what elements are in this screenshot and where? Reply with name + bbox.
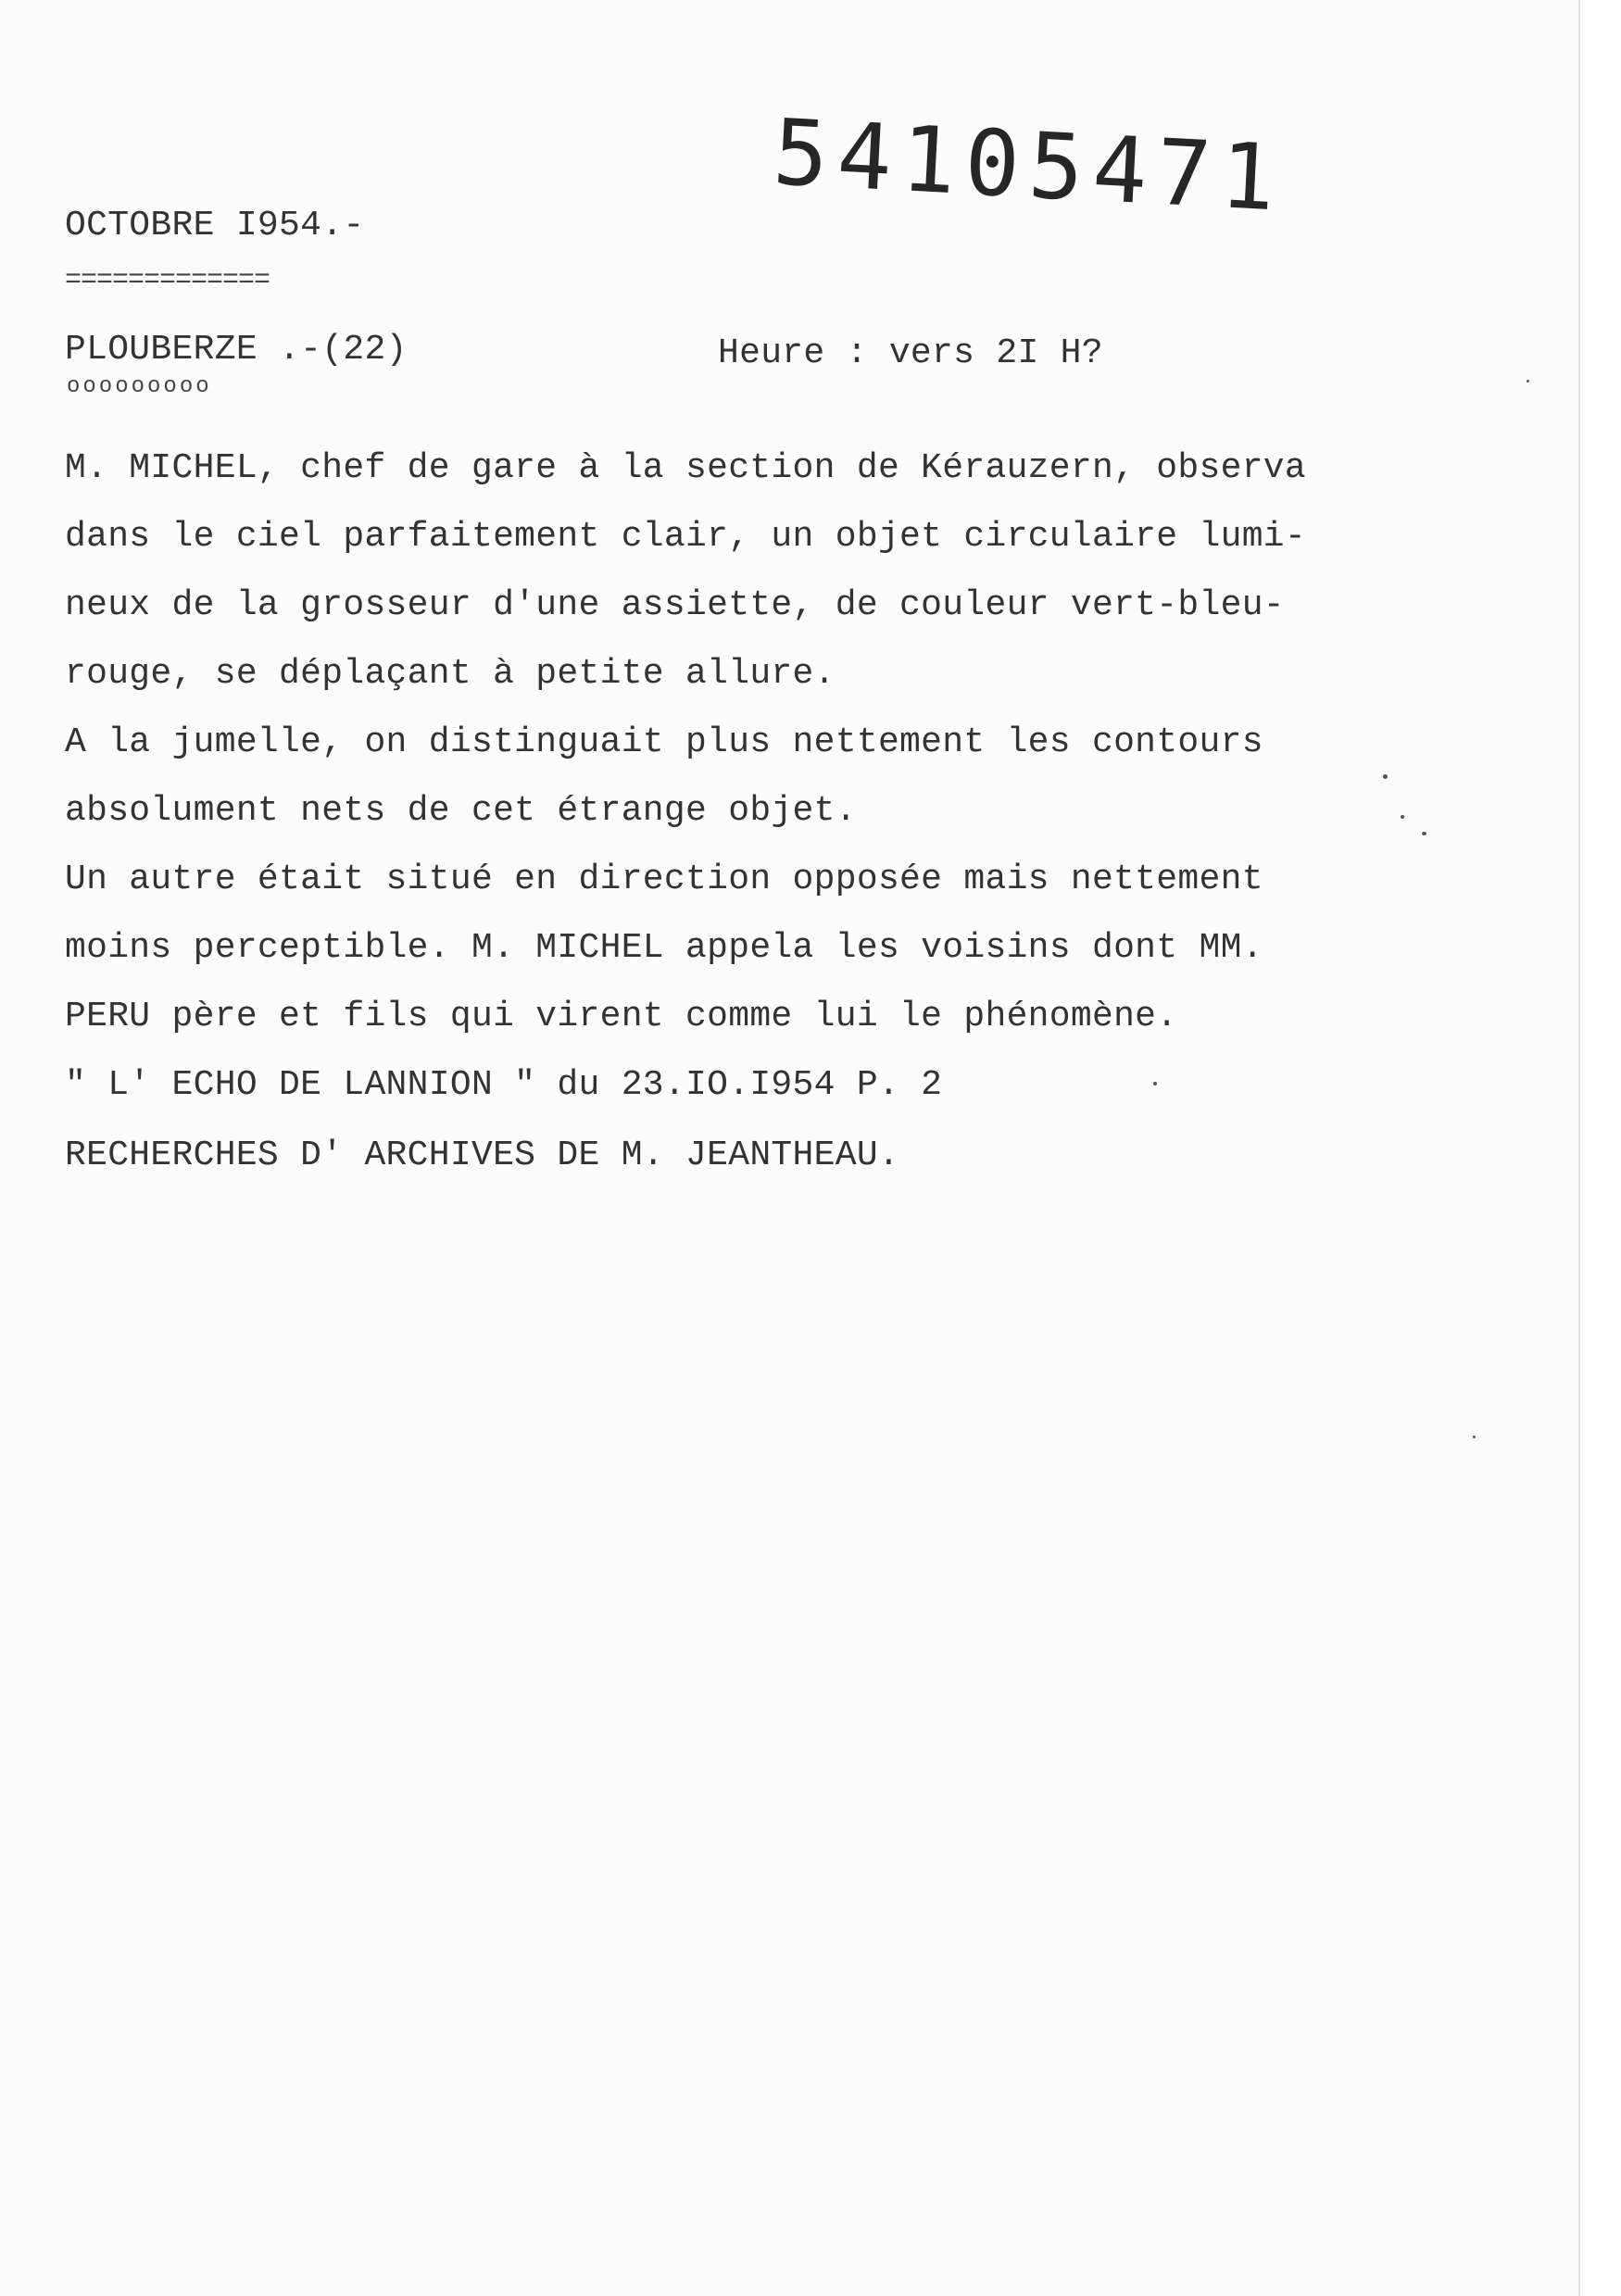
body-line: absolument nets de cet étrange objet. <box>65 791 857 831</box>
document-date: OCTOBRE I954.- <box>65 206 365 245</box>
body-line: moins perceptible. M. MICHEL appela les voisins dont MM. <box>65 928 1263 968</box>
page-edge <box>1578 0 1621 2296</box>
body-line: PERU père et fils qui virent comme lui le phénomène. <box>65 997 1178 1036</box>
body-line: rouge, se déplaçant à petite allure. <box>65 654 836 694</box>
body-line: dans le ciel parfaitement clair, un objet circulaire lumi- <box>65 517 1307 557</box>
stamped-number: 54105471 <box>771 100 1288 232</box>
body-line: neux de la grosseur d'une assiette, de couleur vert-bleu- <box>65 585 1285 625</box>
body-line: A la jumelle, on distinguait plus nettement les contours <box>65 722 1263 762</box>
archive-credit: RECHERCHES D' ARCHIVES DE M. JEANTHEAU. <box>65 1135 900 1175</box>
date-underline: ============= <box>65 265 270 296</box>
location-underline: ooooooooo <box>67 374 212 399</box>
source-citation: " L' ECHO DE LANNION " du 23.IO.I954 P. 2 <box>65 1065 943 1105</box>
body-line: Un autre était situé en direction opposée mais nettement <box>65 859 1263 899</box>
body-line: M. MICHEL, chef de gare à la section de Kérauzern, observa <box>65 448 1307 488</box>
location-heading: PLOUBERZE .-(22) <box>65 330 408 370</box>
time-of-sighting: Heure : vers 2I H? <box>718 333 1103 373</box>
